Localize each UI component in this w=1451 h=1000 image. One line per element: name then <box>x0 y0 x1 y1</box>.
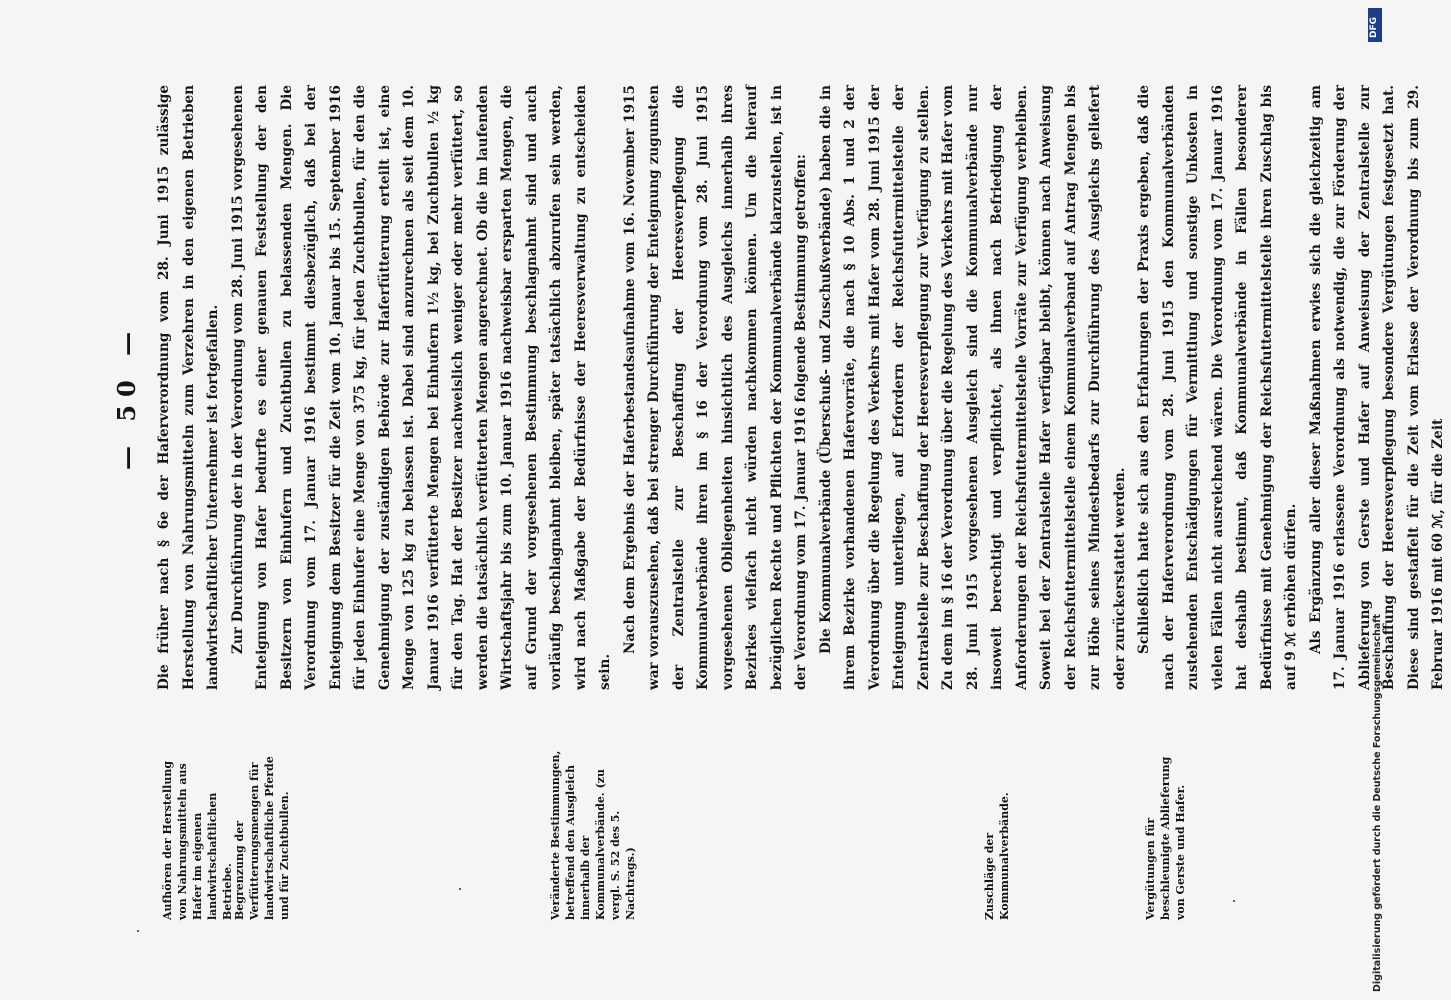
paragraph-1: Die früher nach § 6e der Haferverordnung vom 28. Juni 1915 zulässige Herstellung von Nahrungsmitteln zum Verzehren in den eigenen Betrieben landwirtschaftlicher Unternehmer ist fortgefallen. <box>156 85 221 690</box>
scan-speck <box>459 888 461 890</box>
page-number: — 50 — <box>112 323 141 470</box>
scan-speck <box>137 930 139 932</box>
paragraph-3: Nach dem Ergebnis der Haferbestandsaufnahme vom 16. November 1915 war vorauszusehen, daß bei strenger Durchführung der Enteignung zugunsten der Zentralstelle zur Beschaffung der Heeresverpflegung die Kommunalverbände ihren im § 16 der Verordnung vom 28. Juni 1915 vorgesehenen Obliegenheiten hinsichtlich des Ausgleichs innerhalb ihres Bezirkes vielfach nicht würden nachkommen können. Um die hierauf bezüglichen Rechte und Pflichten der Kommunalverbände klarzustellen, ist in der Verordnung vom 17. Januar 1916 folgende Bestimmung getroffen: <box>621 85 809 690</box>
paragraph-5: Schließlich hatte sich aus den Erfahrungen der Praxis ergeben, daß die nach der Haferverordnung vom 28. Juni 1915 den Kommunalverbänden zustehenden Entschädigungen für Vermittlung und sonstige Unkosten in vielen Fällen nicht ausreichend wären. Die Verordnung vom 17. Januar 1916 hat deshalb bestimmt, daß Kommunalverbände in Fällen besonderer Bedürfnisse mit Genehmigung der Reichsfuttermittelstelle ihren Zuschlag bis auf 9 ℳ erhöhen dürfen. <box>1136 85 1299 690</box>
main-text <box>152 85 1446 690</box>
paragraph-6: Als Ergänzung aller dieser Maßnahmen erwies sich die gleichzeitig am 17. Januar 1916 erlassene Verordnung als notwendig, die zur Förderung der Ablieferung von Gerste und Hafer auf Anweisung der Zentralstelle zur Beschaffung der Heeresverpflegung besondere Vergütungen festgesetzt hat. Diese sind gestaffelt für die Zeit vom Erlasse der Verordnung bis zum 29. Februar 1916 mit 60 ℳ, für die Zeit <box>1307 85 1446 690</box>
sidenote-4: Zuschläge der Kommunalverbände. <box>983 792 1011 920</box>
sidenote-5: Vergütungen für beschleunigte Ablieferung von Gerste und Hafer. <box>1144 756 1187 920</box>
paragraph-4: Die Kommunalverbände (Überschuß- und Zuschußverbände) haben die in ihrem Bezirke vorhandenen Hafervorräte, die nach § 10 Abs. 1 und 2 der Verordnung über die Regelung des Verkehrs mit Hafer vom 28. Juni 1915 der Enteignung unterliegen, auf Erfordern der Reichsfuttermittelstelle der Zentralstelle zur Beschaffung der Heeresverpflegung zur Verfügung zu stellen. Zu dem im § 16 der Verordnung über die Regelung des Verkehrs mit Hafer vom 28. Juni 1915 vorgesehenen Ausgleich sind die Kommunalverbände nur insoweit berechtigt und verpflichtet, als ihnen nach Befriedigung der Anforderungen der Reichsfuttermittelstelle Vorräte zur Verfügung verbleiben. Soweit bei der Zentralstelle Hafer verfügbar bleibt, können nach Anweisung der Reichsfuttermittelstelle einem Kommunalverband auf Antrag Mengen bis zur Höhe seines Mindestbedarfs zur Durchführung des Ausgleichs geliefert oder zurückerstattet werden. <box>817 85 1128 690</box>
paragraph-2: Zur Durchführung der in der Verordnung vom 28. Juni 1915 vorgesehenen Enteignung von Hafer bedurfte es einer genauen Feststellung der den Besitzern von Einhufern und Zuchtbullen zu belassenden Mengen. Die Verordnung vom 17. Januar 1916 bestimmt diesbezüglich, daß bei der Enteignung dem Besitzer für die Zeit vom 10. Januar bis 15. September 1916 für jeden Einhufer eine Menge von 375 kg, für jeden Zuchtbullen, für den die Genehmigung der zuständigen Behörde zur Haferfütterung erteilt ist, eine Menge von 125 kg zu belassen ist. Dabei sind anzurechnen als seit dem 10. Januar 1916 verfütterte Mengen bei Einhufern 1½ kg, bei Zuchtbullen ½ kg für den Tag. Hat der Besitzer nachweislich weniger oder mehr verfüttert, so werden die tatsächlich verfütterten Mengen angerechnet. Ob die im laufenden Wirtschaftsjahr bis zum 10. Januar 1916 nachweisbar ersparten Mengen, die auf Grund der vorgesehenen Bestimmung beschlagnahmt sind und auch vorläufig beschlagnahmt bleiben, später tatsächlich abzurufen sein werden, wird nach Maßgabe der Bedürfnisse der Heeresverwaltung zu entscheiden sein. <box>229 85 613 690</box>
dfg-logo-text: DFG <box>1369 16 1379 38</box>
dfg-logo <box>1368 8 1382 42</box>
digitization-credit: Digitalisierung gefördert durch die Deutsche Forschungsgemeinschaft <box>1372 614 1383 992</box>
sidenote-3: Veränderte Bestimmungen, betreffend den Ausgleich innerhalb der Kommunalverbände. (zu vergl. S. 52 des 5. Nachtrags.) <box>549 750 637 920</box>
sidenote-2: Begrenzung der Verfütterungsmengen für landwirtschaftliche Pferde und für Zuchtbullen. <box>233 756 291 920</box>
sidenote-1: Aufhören der Herstellung von Nahrungsmitteln aus Hafer im eigenen landwirtschaftlichen Betriebe. <box>161 760 234 920</box>
scan-speck <box>1233 900 1235 902</box>
